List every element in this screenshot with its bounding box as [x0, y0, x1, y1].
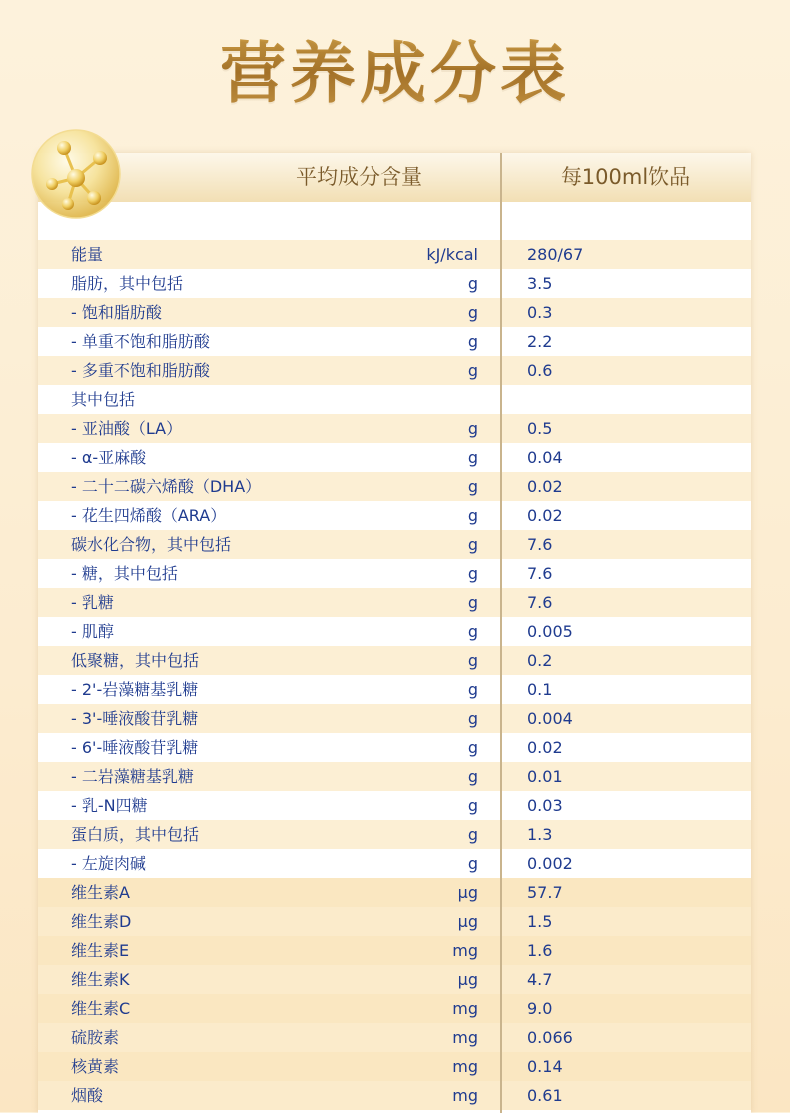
- nutrient-unit: g: [467, 448, 478, 467]
- nutrient-unit: g: [467, 332, 478, 351]
- nutrient-name: - 乳-N四糖: [71, 796, 148, 815]
- nutrient-name: 硫胺素: [71, 1028, 120, 1047]
- table-row: [38, 240, 751, 269]
- table-row: [38, 414, 751, 443]
- nutrient-unit: g: [467, 303, 478, 322]
- nutrient-unit: μg: [457, 970, 478, 989]
- nutrient-value: 0.2: [527, 651, 553, 670]
- nutrient-value: 0.03: [527, 796, 563, 815]
- nutrient-unit: g: [467, 274, 478, 293]
- table-body: [38, 240, 751, 1110]
- table-row: [38, 849, 751, 878]
- nutrient-value: 0.6: [527, 361, 553, 380]
- nutrient-name: - 单重不饱和脂肪酸: [71, 332, 210, 351]
- nutrient-name: 烟酸: [71, 1086, 104, 1105]
- nutrient-value: 0.066: [527, 1028, 573, 1047]
- nutrient-name: 低聚糖，其中包括: [71, 651, 200, 670]
- nutrient-unit: g: [467, 622, 478, 641]
- nutrient-value: 9.0: [527, 999, 553, 1018]
- nutrient-unit: g: [467, 854, 478, 873]
- table-row: [38, 327, 751, 356]
- table-row: [38, 385, 751, 414]
- column-divider: [500, 153, 502, 1113]
- nutrient-value: 1.5: [527, 912, 553, 931]
- nutrient-value: 0.14: [527, 1057, 563, 1076]
- nutrient-name: 能量: [71, 245, 104, 264]
- nutrient-unit: g: [467, 796, 478, 815]
- nutrient-unit: g: [467, 680, 478, 699]
- table-row: [38, 472, 751, 501]
- header-per-100ml: 每100ml饮品: [560, 165, 691, 189]
- table-header: [38, 153, 751, 202]
- nutrient-unit: g: [467, 506, 478, 525]
- nutrient-value: 0.01: [527, 767, 563, 786]
- nutrient-value: 4.7: [527, 970, 553, 989]
- nutrient-unit: mg: [452, 999, 478, 1018]
- nutrient-unit: g: [467, 361, 478, 380]
- table-row: [38, 617, 751, 646]
- nutrient-value: 280/67: [527, 245, 584, 264]
- nutrient-value: 0.005: [527, 622, 573, 641]
- table-row: [38, 298, 751, 327]
- table-row: [38, 1081, 751, 1110]
- nutrient-value: 0.04: [527, 448, 563, 467]
- nutrient-value: 57.7: [527, 883, 563, 902]
- nutrient-name: 维生素E: [71, 941, 130, 960]
- table-row: [38, 1023, 751, 1052]
- nutrient-unit: mg: [452, 1086, 478, 1105]
- nutrient-unit: g: [467, 825, 478, 844]
- table-row: [38, 559, 751, 588]
- table-row: [38, 965, 751, 994]
- nutrient-unit: g: [467, 738, 478, 757]
- nutrient-name: 维生素A: [71, 883, 130, 902]
- table-row: [38, 762, 751, 791]
- golden-molecule-icon: [30, 128, 122, 220]
- table-row: [38, 501, 751, 530]
- nutrient-unit: g: [467, 767, 478, 786]
- nutrient-name: 脂肪，其中包括: [71, 274, 184, 293]
- nutrient-value: 0.004: [527, 709, 573, 728]
- table-row: [38, 936, 751, 965]
- nutrient-unit: g: [467, 419, 478, 438]
- nutrient-unit: mg: [452, 1028, 478, 1047]
- nutrient-value: 7.6: [527, 535, 553, 554]
- nutrient-unit: g: [467, 535, 478, 554]
- nutrient-value: 0.3: [527, 303, 553, 322]
- nutrient-unit: g: [467, 709, 478, 728]
- nutrient-name: - 二岩藻糖基乳糖: [71, 767, 194, 786]
- table-row: [38, 733, 751, 762]
- nutrient-name: - 3'-唾液酸苷乳糖: [71, 709, 199, 728]
- table-row: [38, 791, 751, 820]
- nutrient-unit: g: [467, 651, 478, 670]
- page-title: 营养成分表: [0, 20, 790, 115]
- table-row: [38, 820, 751, 849]
- nutrient-value: 0.5: [527, 419, 553, 438]
- nutrient-value: 3.5: [527, 274, 553, 293]
- table-row: [38, 588, 751, 617]
- nutrient-value: 1.3: [527, 825, 553, 844]
- table-row: [38, 994, 751, 1023]
- nutrient-name: - 花生四烯酸（ARA）: [71, 506, 227, 525]
- nutrient-name: - 乳糖: [71, 593, 114, 612]
- table-row: [38, 704, 751, 733]
- table-row: [38, 878, 751, 907]
- table-row: [38, 356, 751, 385]
- nutrient-name: 维生素D: [71, 912, 132, 931]
- nutrient-value: 1.6: [527, 941, 553, 960]
- table-row: [38, 675, 751, 704]
- table-row: [38, 269, 751, 298]
- nutrient-unit: g: [467, 593, 478, 612]
- nutrient-name: 核黄素: [71, 1057, 120, 1076]
- nutrient-unit: g: [467, 477, 478, 496]
- nutrient-value: 0.02: [527, 506, 563, 525]
- nutrient-value: 7.6: [527, 593, 553, 612]
- table-row: [38, 1052, 751, 1081]
- nutrition-table: [38, 153, 751, 1113]
- nutrient-name: 蛋白质，其中包括: [71, 825, 200, 844]
- table-row: [38, 530, 751, 559]
- nutrient-name: - 二十二碳六烯酸（DHA）: [71, 477, 262, 496]
- table-row: [38, 646, 751, 675]
- nutrient-name: 其中包括: [71, 390, 136, 409]
- nutrient-name: - 2'-岩藻糖基乳糖: [71, 680, 199, 699]
- nutrient-name: - α-亚麻酸: [71, 448, 147, 467]
- nutrient-unit: μg: [457, 883, 478, 902]
- nutrient-name: - 左旋肉碱: [71, 854, 146, 873]
- nutrient-value: 7.6: [527, 564, 553, 583]
- nutrient-name: - 饱和脂肪酸: [71, 303, 162, 322]
- nutrient-value: 0.02: [527, 477, 563, 496]
- nutrient-unit: mg: [452, 941, 478, 960]
- nutrient-name: 维生素C: [71, 999, 131, 1018]
- nutrient-unit: kJ/kcal: [426, 245, 478, 264]
- nutrient-value: 0.002: [527, 854, 573, 873]
- nutrient-unit: mg: [452, 1057, 478, 1076]
- table-spacer-row: [38, 202, 751, 240]
- nutrient-value: 2.2: [527, 332, 553, 351]
- nutrient-value: 0.61: [527, 1086, 563, 1105]
- nutrient-unit: μg: [457, 912, 478, 931]
- nutrient-name: - 亚油酸（LA）: [71, 419, 183, 438]
- nutrient-value: 0.1: [527, 680, 553, 699]
- header-average-content: 平均成分含量: [296, 165, 422, 189]
- nutrient-name: 维生素K: [71, 970, 130, 989]
- nutrient-name: - 糖，其中包括: [71, 564, 178, 583]
- table-row: [38, 907, 751, 936]
- nutrient-name: - 6'-唾液酸苷乳糖: [71, 738, 199, 757]
- nutrient-name: - 多重不饱和脂肪酸: [71, 361, 210, 380]
- table-row: [38, 443, 751, 472]
- nutrient-name: - 肌醇: [71, 622, 114, 641]
- nutrient-value: 0.02: [527, 738, 563, 757]
- nutrient-unit: g: [467, 564, 478, 583]
- nutrient-name: 碳水化合物，其中包括: [71, 535, 232, 554]
